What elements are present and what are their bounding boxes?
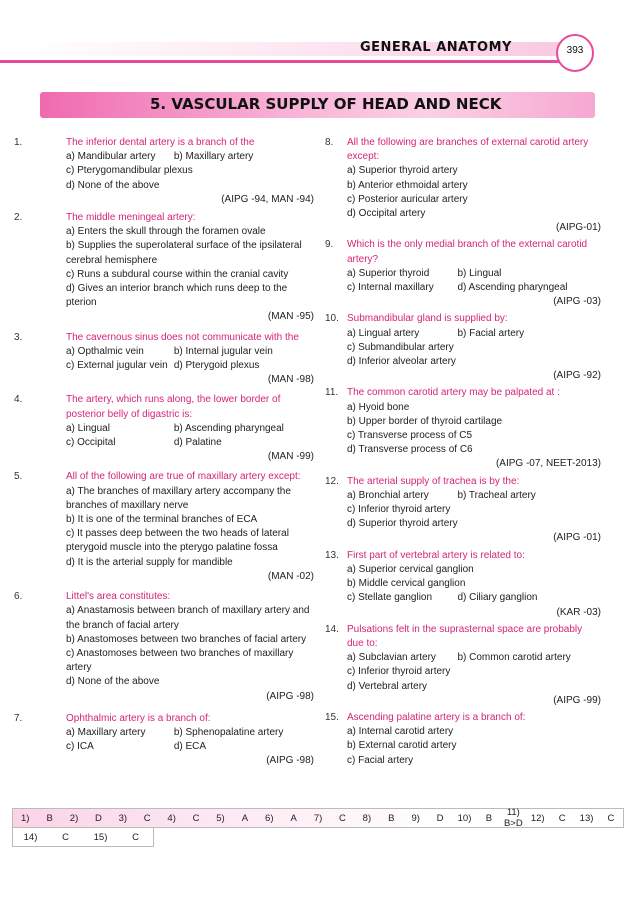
answer-row [12,808,624,828]
option: b) Anterior ethmoidal artery [347,179,468,191]
answer-cell: 12) [530,812,545,824]
question-item [14,712,314,769]
option: c) Anastomoses between two branches of maxillary artery [66,647,294,674]
question-text: Littel's area constitutes: [66,591,171,603]
option: b) Lingual [457,267,502,279]
option: b) It is one of the terminal branches of ECA [66,514,258,526]
answer-cell: 6) [265,812,274,824]
question-item [14,136,314,207]
exam-reference: (AIPG -98) [266,755,314,767]
question-item [14,393,314,464]
answer-cell: C [132,831,139,843]
option-row [14,740,314,754]
exam-reference: (AIPG -94, MAN -94) [221,193,314,205]
answer-cell: 4) [167,812,176,824]
option: a) Bronchial artery [347,489,429,501]
question-text: Ophthalmic artery is a branch of: [66,712,211,724]
question-number: 13. [325,549,339,561]
answer-cell: 9) [411,812,420,824]
question-text: The cavernous sinus does not communicate with the [66,331,299,343]
option-row [325,651,601,665]
answer-cell: 7) [313,812,323,824]
option: a) Opthalmic vein [66,345,144,357]
exam-reference: (AIPG -01) [553,532,601,544]
question-number: 5. [14,471,23,483]
question-item [325,475,601,546]
option: a) Internal carotid artery [347,726,454,738]
option-row [14,436,314,450]
answer-cell: A [290,812,297,824]
question-number: 4. [14,394,23,406]
answer-cell: 1) [20,812,30,824]
answer-key [12,808,624,847]
exam-reference: (AIPG-01) [555,222,601,234]
option-row [325,267,601,281]
answer-cell: C [607,812,615,824]
option: a) The branches of maxillary artery accompany the branches of maxillary nerve [66,485,291,511]
question-number: 11. [325,387,339,399]
option: d) Pterygoid plexus [173,360,260,372]
option-row [325,281,601,295]
question-text: The arterial supply of trachea is by the: [347,475,520,487]
question-number: 15. [325,711,339,723]
option: c) Runs a subdural course within the cranial cavity [66,268,289,280]
option: c) Submandibular artery [347,341,454,353]
option: c) Internal maxillary [347,282,434,294]
option: b) External carotid artery [347,740,457,752]
exam-reference: (MAN -95) [267,311,314,323]
left-column [14,136,314,775]
option: a) Superior thyroid artery [347,165,458,177]
question-text: The inferior dental artery is a branch of the [66,137,255,148]
running-header: GENERAL ANATOMY [360,40,512,55]
exam-reference: (AIPG -92) [553,370,601,382]
option-row [325,327,601,341]
question-text: First part of vertebral artery is related to: [347,549,525,561]
option: c) Posterior auricular artery [347,193,468,205]
answer-row [12,828,154,847]
option: c) Facial artery [347,754,414,766]
question-item [325,238,601,309]
question-item [14,331,314,388]
option: a) Anastamosis between branch of maxillary artery and the branch of facial artery [66,605,310,631]
option: b) Middle cervical ganglion [347,578,466,590]
option: c) Occipital [66,437,116,449]
option: d) Ciliary ganglion [457,592,538,604]
question-number: 3. [14,331,23,343]
option: c) Inferior thyroid artery [347,504,451,516]
page-number: 393 [556,34,594,72]
option: b) Supplies the superolateral surface of the ipsilateral cerebral hemisphere [66,240,302,266]
right-column [325,136,601,774]
question-number: 2. [14,212,23,224]
question-item [325,623,601,708]
answer-cell: 8) [362,812,372,824]
exam-reference: (MAN -99) [267,451,314,463]
answer-cell: D [436,812,444,824]
answer-cell: C [143,812,151,824]
question-item [325,136,601,235]
answer-cell: 13) [579,812,594,824]
option: d) ECA [173,741,207,753]
question-item [325,312,601,383]
option: b) Anastomoses between two branches of facial artery [66,633,307,645]
option: c) Inferior thyroid artery [347,666,451,678]
option-row [14,345,314,359]
question-item [325,711,601,768]
answer-cell: 10) [457,812,472,824]
question-number: 6. [14,591,23,603]
option: c) Pterygomandibular plexus [66,165,193,177]
option: c) External jugular vein [66,360,168,372]
exam-reference: (AIPG -98) [266,690,314,702]
question-item [325,386,601,471]
answer-cell: C [192,812,200,824]
answer-cell: D [94,812,102,824]
question-number: 14. [325,623,339,635]
question-text: Which is the only medial branch of the external carotid artery? [347,239,588,265]
option: b) Maxillary artery [173,151,254,163]
question-text: Pulsations felt in the suprasternal space are probably due to: [347,623,583,649]
exam-reference: (AIPG -03) [553,296,601,308]
chapter-title: 5. VASCULAR SUPPLY OF HEAD AND NECK [150,95,502,113]
answer-cell: 11) B>D [503,807,523,829]
question-number: 7. [14,712,23,724]
question-text: All of the following are true of maxillary artery except: [66,471,301,483]
option-row [325,489,601,503]
option: d) Vertebral artery [347,680,428,692]
option-row [14,359,314,373]
exam-reference: (AIPG -99) [553,694,601,706]
option: d) Inferior alveolar artery [347,356,456,368]
exam-reference: (MAN -98) [267,374,314,386]
option: a) Superior thyroid [347,267,430,279]
option: b) Upper border of thyroid cartilage [347,415,503,427]
question-text: Ascending palatine artery is a branch of: [347,711,526,723]
answer-cell: 2) [69,812,79,824]
option-row [14,422,314,436]
answer-cell: C [62,831,69,843]
question-number: 10. [325,313,339,325]
option: b) Tracheal artery [457,489,536,501]
option: b) Ascending pharyngeal [173,422,284,434]
option: a) Maxillary artery [66,726,146,738]
option: d) Transverse process of C6 [347,444,473,456]
option: b) Internal jugular vein [173,345,273,357]
question-item [325,549,601,620]
answer-cell: C [339,812,346,824]
question-number: 1. [14,137,23,148]
question-text: All the following are branches of external carotid artery except: [347,137,589,163]
question-number: 12. [325,475,339,487]
option: a) Hyoid bone [347,401,410,413]
option: c) Transverse process of C5 [347,430,473,442]
option: b) Sphenopalatine artery [173,726,284,738]
answer-cell: C [558,812,566,824]
answer-cell: 3) [118,812,128,824]
question-text: The artery, which runs along, the lower border of posterior belly of digastric is: [66,394,281,420]
question-number: 8. [325,137,334,148]
option-row [14,150,314,164]
option: c) Stellate ganglion [347,592,433,604]
option: a) Subclavian artery [347,652,436,664]
option: a) Lingual artery [347,327,420,339]
answer-cell: A [241,812,249,824]
question-item [14,211,314,325]
option: c) ICA [66,741,94,753]
option: c) It passes deep between the two heads of lateral pterygoid muscle into the pterygo palatine fossa [66,528,289,554]
option: a) Lingual [66,422,110,434]
question-item [14,590,314,704]
answer-cell: 15) [93,831,108,843]
option: d) None of the above [66,179,160,191]
answer-cell: B [485,812,493,824]
answer-cell: 5) [216,812,225,824]
option: d) Superior thyroid artery [347,518,458,530]
option: a) Superior cervical ganglion [347,563,474,575]
option: d) Occipital artery [347,208,426,220]
answer-cell: B [388,812,395,824]
option-row [14,726,314,740]
option: d) Palatine [173,437,222,449]
option-row [325,591,601,605]
option: b) Common carotid artery [457,652,571,664]
exam-reference: (MAN -02) [267,570,314,582]
question-text: The middle meningeal artery: [66,212,196,224]
option: b) Facial artery [457,327,525,339]
exam-reference: (AIPG -07, NEET-2013) [495,458,601,470]
question-item [14,470,314,584]
option: d) Gives an interior branch which runs deep to the pterion [66,283,288,309]
question-text: Submandibular gland is supplied by: [347,313,508,325]
question-number: 9. [325,239,334,251]
question-text: The common carotid artery may be palpated at : [347,387,560,399]
option: d) None of the above [66,676,160,688]
option: d) It is the arterial supply for mandible [66,556,233,568]
option: a) Enters the skull through the foramen ovale [66,226,266,238]
option: d) Ascending pharyngeal [457,282,568,294]
exam-reference: (KAR -03) [556,606,601,618]
option: a) Mandibular artery [66,151,156,163]
answer-cell: 14) [23,831,38,843]
answer-cell: B [46,812,53,824]
